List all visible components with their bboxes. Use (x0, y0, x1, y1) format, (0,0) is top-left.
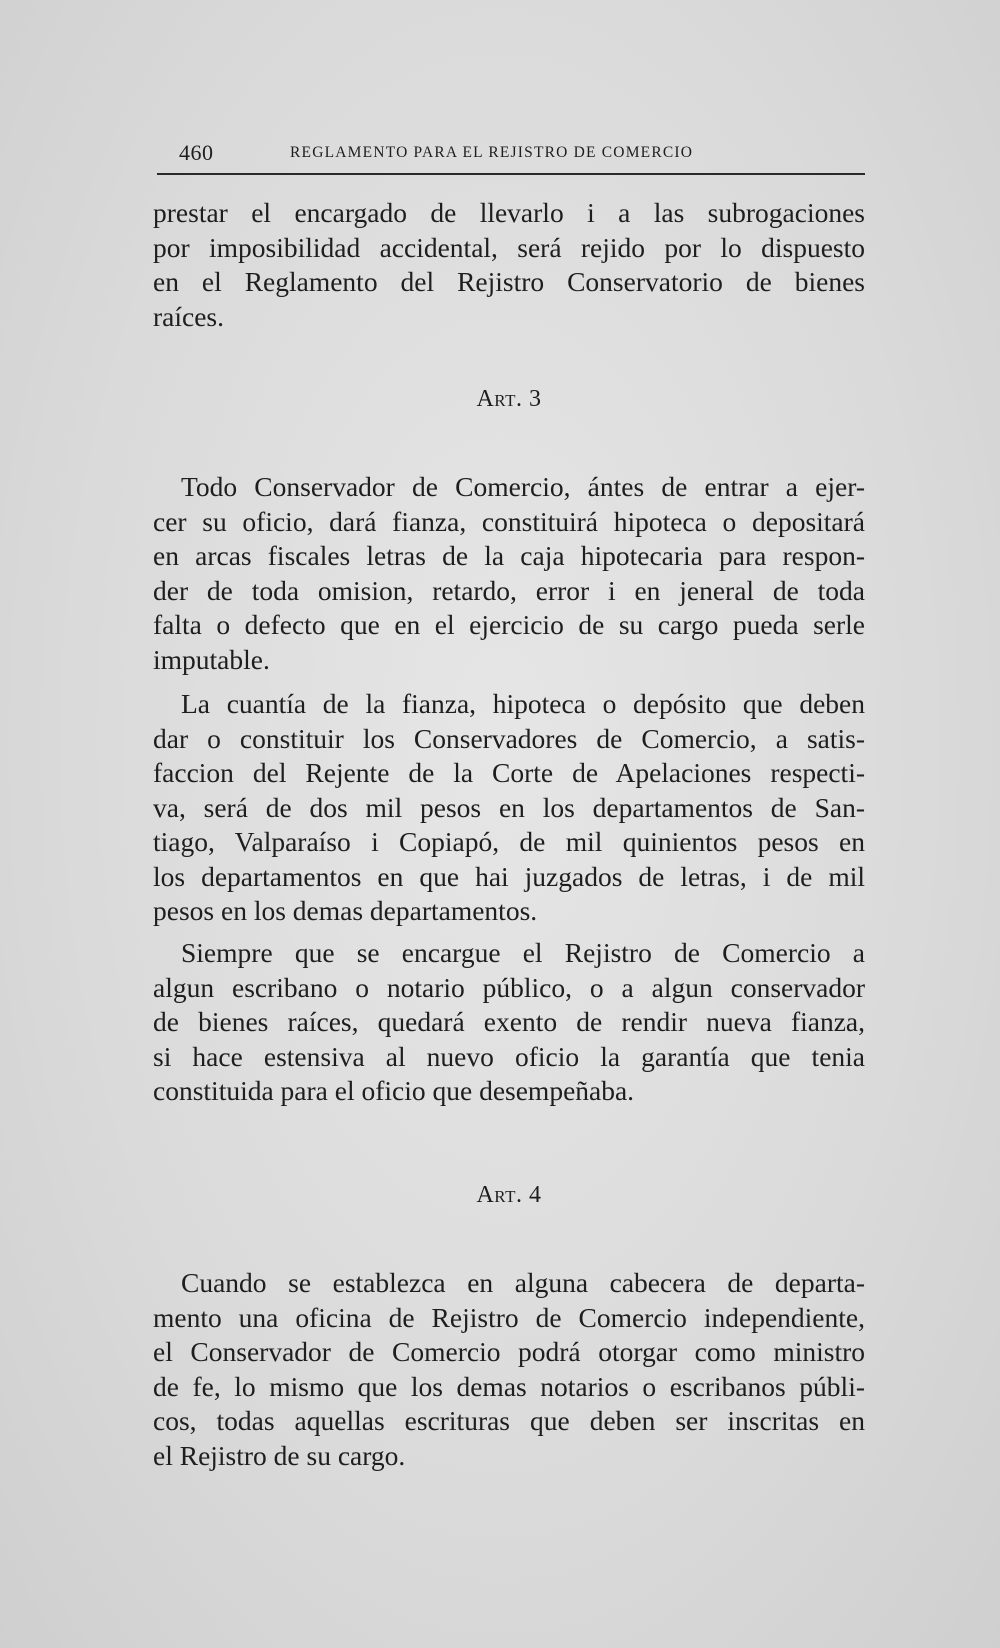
text-line: de bienes raíces, quedará exento de rendir nueva fianza, (153, 1006, 865, 1037)
text-line: pesos en los demas departamentos. (153, 895, 538, 926)
text-line: Siempre que se encargue el Rejistro de Comercio a (181, 937, 865, 968)
article-3-paragraph-1 (153, 470, 865, 677)
text-line: La cuantía de la fianza, hipoteca o depósito que deben (181, 688, 865, 719)
text-line: si hace estensiva al nuevo oficio la garantía que tenia (153, 1040, 865, 1072)
text-line: Todo Conservador de Comercio, ántes de entrar a ejer- (181, 471, 865, 502)
text-line: constituida para el oficio que desempeñaba. (153, 1075, 635, 1106)
text-line: el Rejistro de su cargo. (153, 1439, 406, 1471)
text-line: cer su oficio, dará fianza, constituirá hipoteca o depositará (153, 505, 865, 537)
article-4-paragraph-1 (153, 1266, 865, 1473)
text-line: falta o defecto que en el ejercicio de su cargo pueda serle (153, 609, 865, 640)
text-line: imputable. (153, 643, 270, 675)
text-line: dar o constituir los Conservadores de Comercio, a satis- (153, 722, 865, 754)
text-line: el Conservador de Comercio podrá otorgar como ministro (153, 1336, 865, 1367)
article-4-heading: Art. 4 (476, 1182, 542, 1208)
text-line: der de toda omision, retardo, error i en jeneral de toda (153, 574, 865, 606)
text-line: tiago, Valparaíso i Copiapó, de mil quinientos pesos en (153, 826, 865, 857)
article-3-paragraph-2 (153, 687, 865, 929)
text-line: mento una oficina de Rejistro de Comercio independiente, (153, 1301, 865, 1333)
text-line: Cuando se establezca en alguna cabecera de departa- (181, 1267, 865, 1298)
text-line: los departamentos en que hai juzgados de letras, i de mil (153, 860, 865, 892)
text-line: cos, todas aquellas escrituras que deben ser inscritas en (153, 1405, 865, 1436)
text-line: de fe, lo mismo que los demas notarios o escribanos públi- (153, 1370, 865, 1402)
text-line: va, será de dos mil pesos en los departamentos de San- (153, 791, 865, 823)
text-line: por imposibilidad accidental, será rejido por lo dispuesto (153, 231, 865, 263)
text-line: prestar el encargado de llevarlo i a las subrogaciones (153, 197, 865, 228)
header-rule (157, 173, 865, 175)
text-line: en el Reglamento del Rejistro Conservatorio de bienes (153, 266, 865, 297)
page-number: 460 (179, 140, 214, 165)
text-line: raíces. (153, 300, 224, 332)
paragraph-continuation (153, 196, 865, 334)
article-3-heading: Art. 3 (476, 386, 542, 412)
text-line: en arcas fiscales letras de la caja hipotecaria para respon- (153, 540, 865, 571)
page-header (157, 134, 865, 174)
running-title: REGLAMENTO PARA EL REJISTRO DE COMERCIO (290, 144, 694, 161)
text-line: algun escribano o notario público, o a algun conservador (153, 971, 865, 1003)
article-3-paragraph-3 (153, 936, 865, 1109)
text-line: faccion del Rejente de la Corte de Apelaciones respecti- (153, 757, 865, 788)
